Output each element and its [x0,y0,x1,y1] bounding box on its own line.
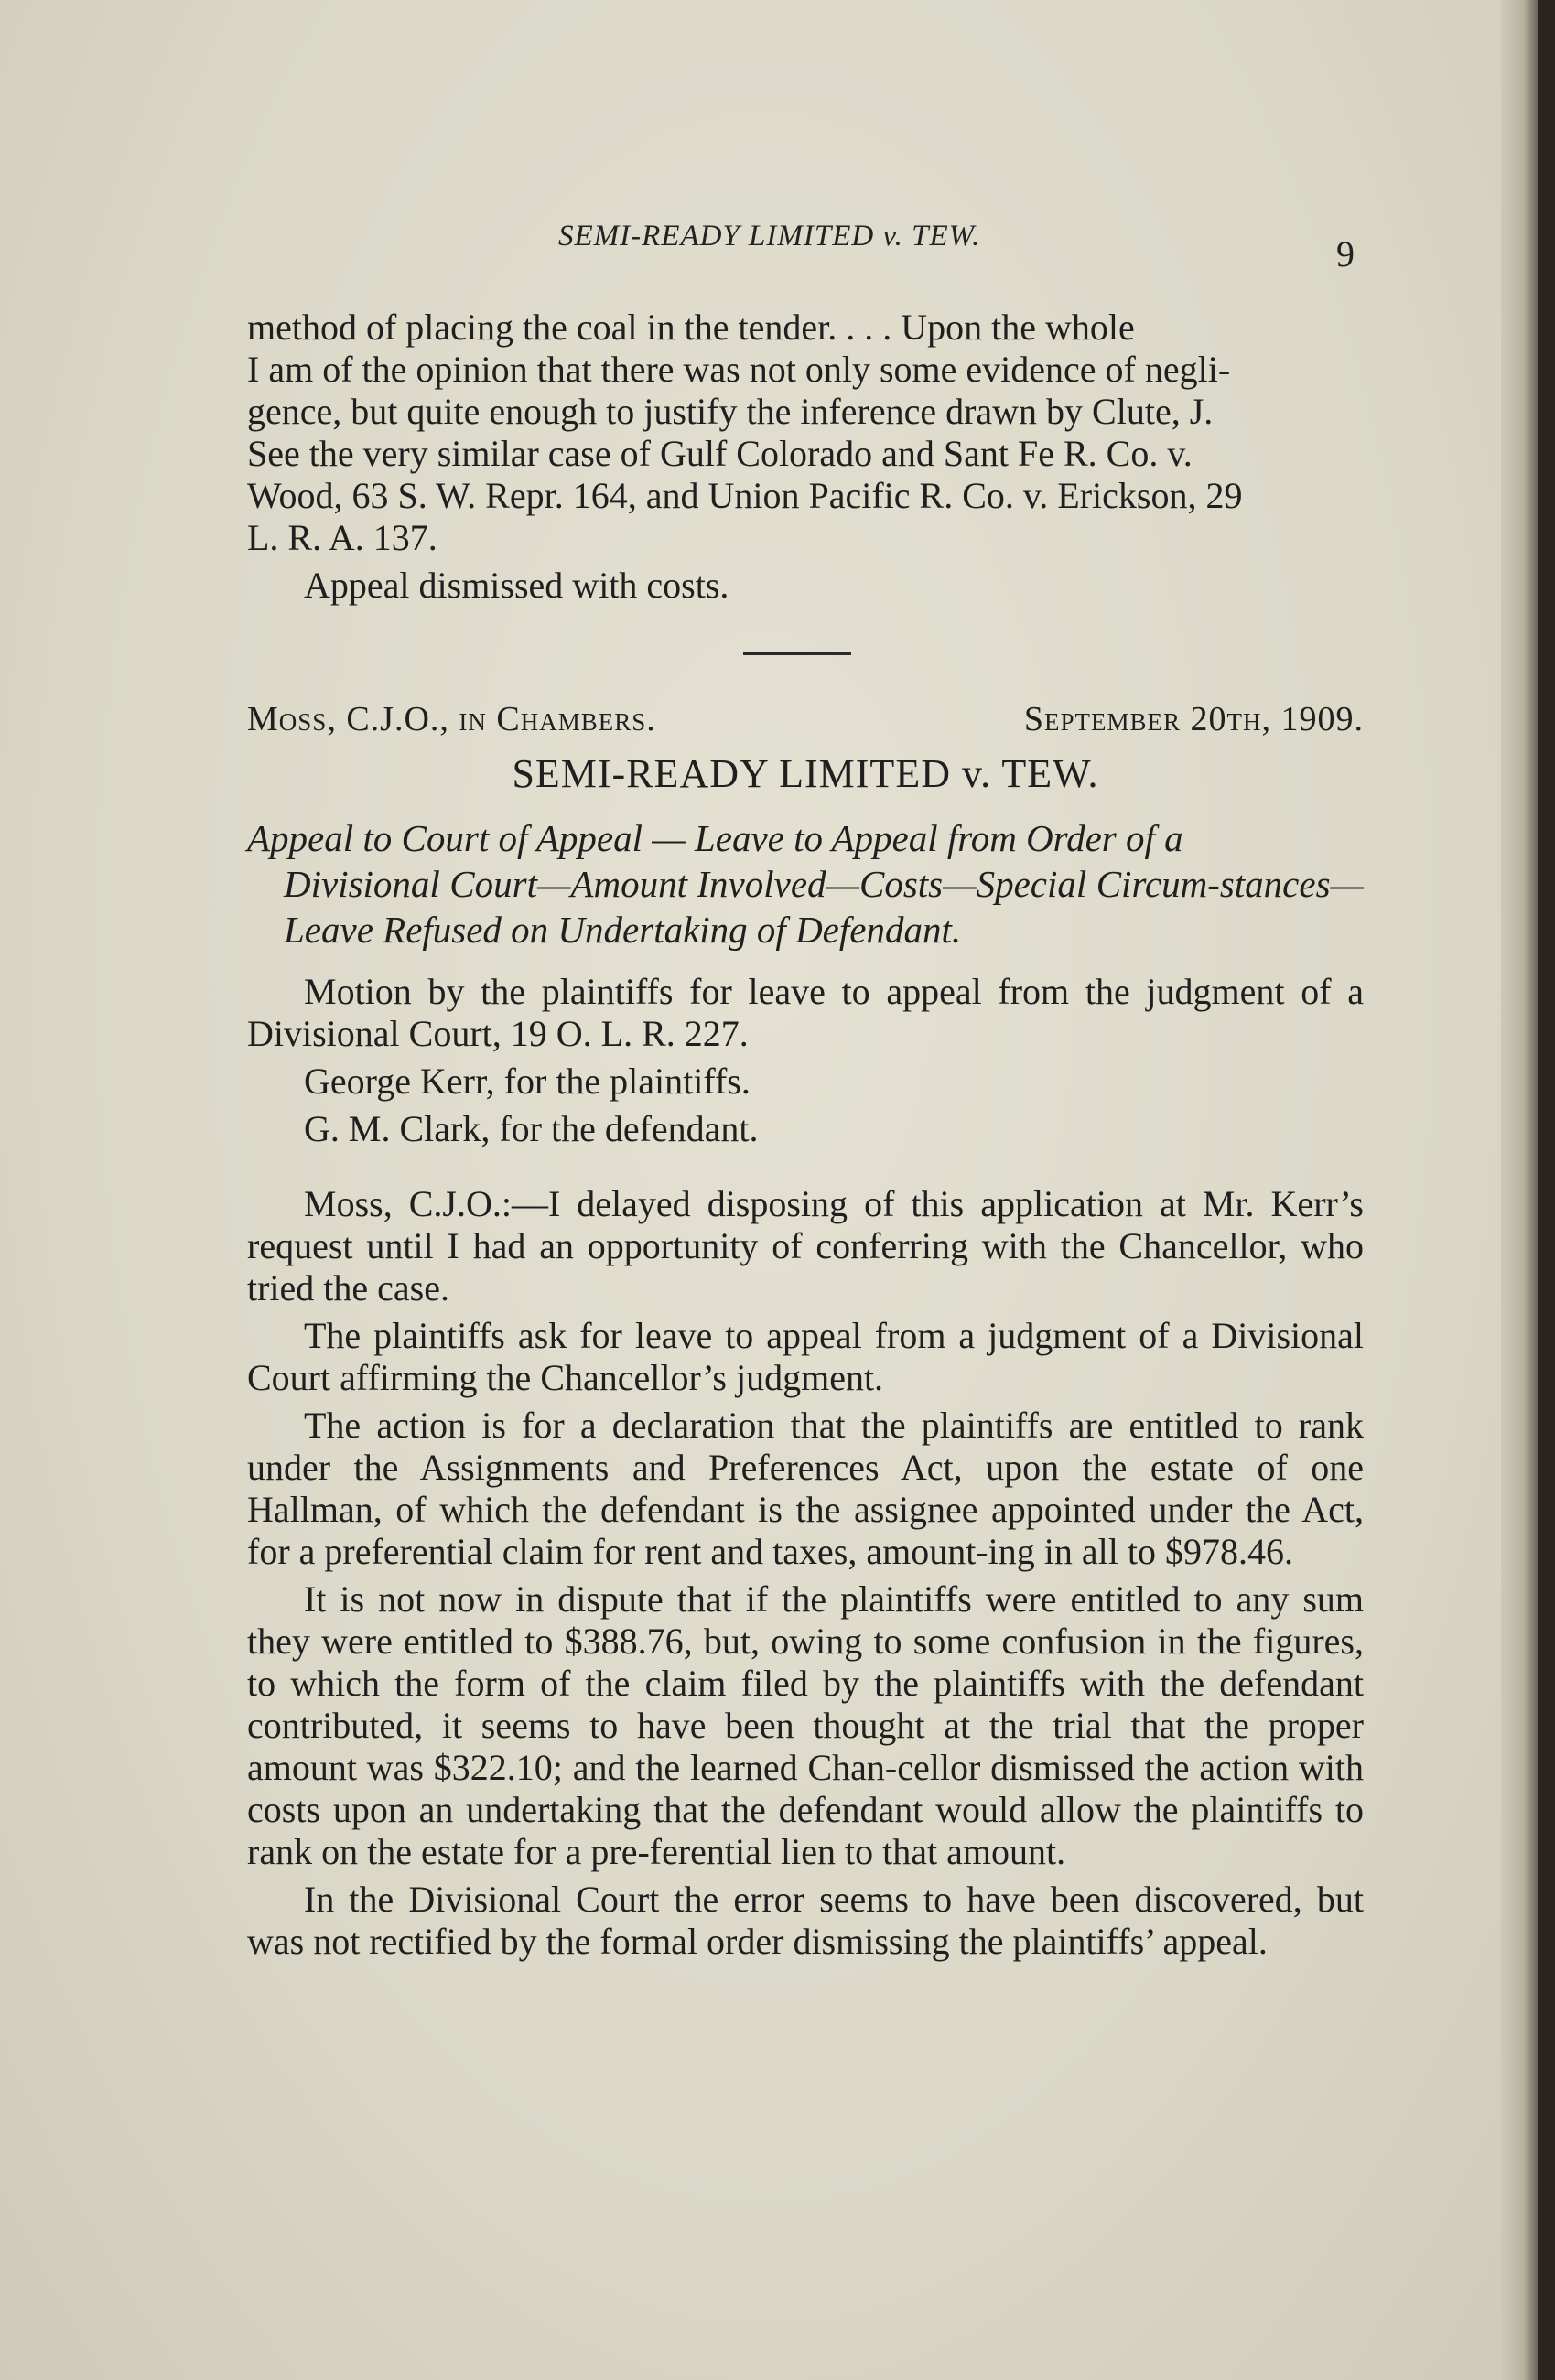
page-edge-shadow [1501,0,1538,2380]
page-header [265,220,1364,275]
judgment-paragraph: The action is for a declaration that the plaintiffs are entitled to rank under the Assignments and Preferences Act, upon the estate of one Hallman, of which the defendant is the assignee appointed under the Act, for a preferential claim for rent and taxes, amount-ing in all to $978.46. [247,1405,1364,1572]
headnote-first-line: Appeal to Court of Appeal — Leave to Appeal from Order of a [247,817,1183,859]
text-line: Wood, 63 S. W. Repr. 164, and Union Pacific R. Co. v. Erickson, 29 [247,475,1243,516]
text-line: I am of the opinion that there was not only some evidence of negli- [247,349,1231,390]
section-divider [247,607,1364,698]
disposition: Appeal dismissed with costs. [304,565,729,606]
counsel-defendant: G. M. Clark, for the defendant. [304,1108,759,1149]
page-body [247,307,1364,1963]
text-line: See the very similar case of Gulf Colorado and Sant Fe R. Co. v. [247,433,1193,474]
text-line: method of placing the coal in the tender. . . . Upon the whole [247,307,1135,348]
page-number: 9 [1336,233,1355,275]
running-title: SEMI-READY LIMITED v. TEW. [558,220,981,253]
decision-date: September 20th, 1909. [1023,700,1364,738]
judgment-paragraph: The plaintiffs ask for leave to appeal from a judgment of a Divisional Court affirming the Chancellor’s judgment. [247,1315,1364,1398]
motion-paragraph: Motion by the plaintiffs for leave to appeal from the judgment of a Divisional Court, 19 O. L. R. 227. [247,971,1364,1054]
case-caption [247,698,1364,740]
counsel-plaintiffs: George Kerr, for the plaintiffs. [304,1061,751,1102]
text-line: L. R. A. 137. [247,517,437,558]
text-line: gence, but quite enough to justify the inference drawn by Clute, J. [247,391,1214,432]
headnote [247,815,1364,953]
headnote-continuation: Divisional Court—Amount Involved—Costs—Special Circum-stances—Leave Refused on Undertaking of Defendant. [284,863,1364,951]
case-title: SEMI-READY LIMITED v. TEW. [512,751,1099,796]
judge-chambers: Moss, C.J.O., in Chambers. [247,700,656,738]
judgment-paragraph: In the Divisional Court the error seems to have been discovered, but was not rectified by the formal order dismissing the plaintiffs’ appeal. [247,1879,1364,1962]
judgment-paragraph: It is not now in dispute that if the plaintiffs were entitled to any sum they were entitled to $388.76, but, owing to some confusion in the figures, to which the form of the claim filed by the plaintiffs with the defendant contributed, it seems to have been thought at the trial that the proper amount was $322.10; and the learned Chan-cellor dismissed the action with costs upon an undertaking that the defendant would allow the plaintiffs to rank on the estate for a pre-ferential lien to that amount. [247,1578,1364,1872]
judgment-paragraph: Moss, C.J.O.:—I delayed disposing of this application at Mr. Kerr’s request until I had an opportunity of conferring with the Chancellor, who tried the case. [247,1183,1364,1308]
previous-case-conclusion [247,307,1364,607]
